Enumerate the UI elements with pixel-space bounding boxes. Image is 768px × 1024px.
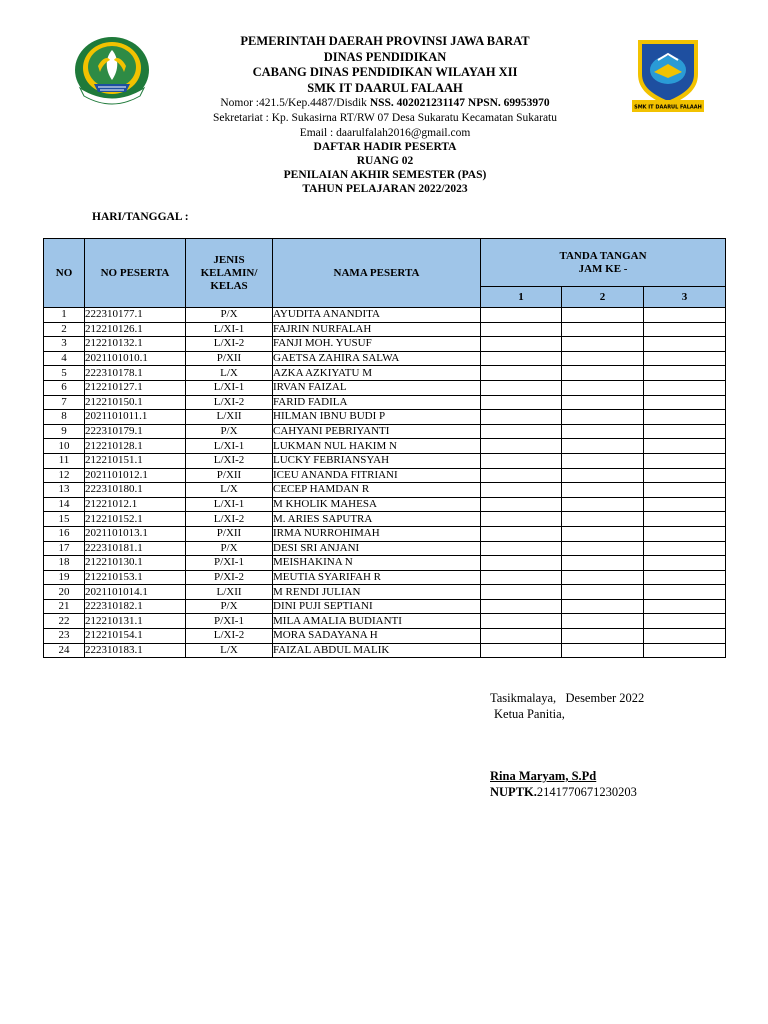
signature-role: Ketua Panitia, [494,707,565,721]
header-tanda-line-2: JAM KE - [578,262,628,275]
signature-cell-jam-2[interactable] [562,380,644,395]
row-no-peserta: 212210153.1 [85,570,186,585]
row-jenis-kelamin-kelas: P/X [186,541,273,556]
row-no: 11 [44,453,85,468]
row-no: 22 [44,614,85,629]
signature-cell-jam-3[interactable] [644,424,726,439]
row-no-peserta: 2021101011.1 [85,410,186,425]
table-row [44,585,726,600]
row-no: 1 [44,308,85,323]
row-no-peserta: 222310180.1 [85,483,186,498]
signature-cell-jam-2[interactable] [562,526,644,541]
row-no: 6 [44,380,85,395]
row-no: 24 [44,643,85,658]
signature-cell-jam-1[interactable] [481,556,562,571]
table-row [44,643,726,658]
row-no: 16 [44,526,85,541]
row-nama-peserta: IRVAN FAIZAL [273,380,481,395]
table-row [44,468,726,483]
signature-cell-jam-2[interactable] [562,308,644,323]
row-jenis-kelamin-kelas: L/XII [186,410,273,425]
table-row [44,570,726,585]
letterhead-address: Sekretariat : Kp. Sukasirna RT/RW 07 Desa Sukaratu Kecamatan Sukaratu [212,112,557,124]
signature-cell-jam-1[interactable] [481,483,562,498]
signature-cell-jam-3[interactable] [644,439,726,454]
row-no-peserta: 212210127.1 [85,380,186,395]
signature-cell-jam-3[interactable] [644,512,726,527]
signature-cell-jam-3[interactable] [644,570,726,585]
signature-cell-jam-3[interactable] [644,614,726,629]
signature-cell-jam-3[interactable] [644,351,726,366]
header-jam-2: 2 [562,287,644,308]
signature-cell-jam-2[interactable] [562,395,644,410]
row-nama-peserta: HILMAN IBNU BUDI P [273,410,481,425]
row-no: 5 [44,366,85,381]
row-no: 8 [44,410,85,425]
signature-cell-jam-1[interactable] [481,424,562,439]
row-no-peserta: 212210150.1 [85,395,186,410]
signature-cell-jam-2[interactable] [562,614,644,629]
row-no-peserta: 2021101010.1 [85,351,186,366]
table-row [44,366,726,381]
signature-cell-jam-3[interactable] [644,629,726,644]
letterhead-school-name: SMK IT DAARUL FALAAH [307,80,463,95]
row-nama-peserta: M. ARIES SAPUTRA [273,512,481,527]
signature-cell-jam-1[interactable] [481,585,562,600]
row-nama-peserta: FAJRIN NURFALAH [273,322,481,337]
signature-cell-jam-2[interactable] [562,366,644,381]
row-jenis-kelamin-kelas: L/XI-2 [186,395,273,410]
row-no-peserta: 2021101013.1 [85,526,186,541]
signature-nuptk [490,784,644,800]
row-nama-peserta: CAHYANI PEBRIYANTI [273,424,481,439]
row-no-peserta: 2021101012.1 [85,468,186,483]
signature-cell-jam-3[interactable] [644,395,726,410]
row-jenis-kelamin-kelas: P/X [186,308,273,323]
row-nama-peserta: MILA AMALIA BUDIANTI [273,614,481,629]
signature-cell-jam-2[interactable] [562,468,644,483]
row-no-peserta: 222310178.1 [85,366,186,381]
signature-cell-jam-1[interactable] [481,410,562,425]
row-no: 23 [44,629,85,644]
row-no-peserta: 222310179.1 [85,424,186,439]
row-jenis-kelamin-kelas: P/XI-1 [186,614,273,629]
table-row [44,380,726,395]
attendance-table [43,238,726,658]
row-no-peserta: 21221012.1 [85,497,186,512]
row-jenis-kelamin-kelas: L/XI-2 [186,512,273,527]
row-jenis-kelamin-kelas: L/XI-1 [186,439,273,454]
row-no-peserta: 222310183.1 [85,643,186,658]
row-nama-peserta: MEISHAKINA N [273,556,481,571]
signature-cell-jam-1[interactable] [481,599,562,614]
row-nama-peserta: LUCKY FEBRIANSYAH [273,453,481,468]
header-jam-1: 1 [481,287,562,308]
row-no-peserta: 212210151.1 [85,453,186,468]
signature-cell-jam-1[interactable] [481,629,562,644]
table-row [44,512,726,527]
signature-block [490,690,644,800]
letterhead [160,34,610,141]
signature-cell-jam-2[interactable] [562,483,644,498]
table-row [44,439,726,454]
row-no: 13 [44,483,85,498]
signature-cell-jam-2[interactable] [562,599,644,614]
signature-cell-jam-3[interactable] [644,483,726,498]
table-row [44,497,726,512]
nuptk-value: 2141770671230203 [536,785,637,799]
header-jenis-line-1: JENIS [213,253,245,266]
letterhead-email: Email : daarulfalah2016@gmail.com [299,127,471,139]
row-no: 7 [44,395,85,410]
signature-cell-jam-1[interactable] [481,322,562,337]
right-logo-text: SMK IT DAARUL FALAAH [634,104,702,111]
row-no: 18 [44,556,85,571]
table-row [44,395,726,410]
document-title [160,140,610,196]
row-nama-peserta: FANJI MOH. YUSUF [273,337,481,352]
row-no-peserta: 222310177.1 [85,308,186,323]
row-jenis-kelamin-kelas: L/X [186,366,273,381]
row-no: 2 [44,322,85,337]
signature-cell-jam-2[interactable] [562,322,644,337]
row-jenis-kelamin-kelas: L/X [186,483,273,498]
signature-cell-jam-3[interactable] [644,410,726,425]
signature-cell-jam-1[interactable] [481,366,562,381]
signature-cell-jam-2[interactable] [562,439,644,454]
row-jenis-kelamin-kelas: P/XI-1 [186,556,273,571]
signature-cell-jam-1[interactable] [481,380,562,395]
header-jenis-kelamin-kelas [186,239,273,308]
row-no-peserta: 212210128.1 [85,439,186,454]
row-jenis-kelamin-kelas: L/XI-2 [186,453,273,468]
signature-cell-jam-1[interactable] [481,643,562,658]
row-jenis-kelamin-kelas: L/XI-2 [186,337,273,352]
row-jenis-kelamin-kelas: L/XI-1 [186,380,273,395]
table-row [44,337,726,352]
row-nama-peserta: FARID FADILA [273,395,481,410]
row-no: 3 [44,337,85,352]
table-row [44,424,726,439]
row-nama-peserta: ICEU ANANDA FITRIANI [273,468,481,483]
signature-place-date: Tasikmalaya, Desember 2022 [490,691,645,705]
letterhead-line-2: DINAS PENDIDIKAN [323,49,447,64]
letterhead-nomor [160,96,610,111]
header-no-peserta: NO PESERTA [85,239,186,308]
header-jam-3: 3 [644,287,726,308]
row-no-peserta: 212210131.1 [85,614,186,629]
row-no-peserta: 212210152.1 [85,512,186,527]
row-jenis-kelamin-kelas: L/XI-1 [186,322,273,337]
signature-cell-jam-1[interactable] [481,308,562,323]
row-no-peserta: 222310181.1 [85,541,186,556]
signature-cell-jam-2[interactable] [562,512,644,527]
row-jenis-kelamin-kelas: P/X [186,424,273,439]
row-no-peserta: 212210154.1 [85,629,186,644]
header-nama-peserta: NAMA PESERTA [273,239,481,308]
signature-cell-jam-3[interactable] [644,322,726,337]
signature-cell-jam-2[interactable] [562,497,644,512]
title-line-1: DAFTAR HADIR PESERTA [313,141,457,153]
row-no-peserta: 212210132.1 [85,337,186,352]
table-row [44,410,726,425]
row-nama-peserta: DINI PUJI SEPTIANI [273,599,481,614]
signature-cell-jam-2[interactable] [562,453,644,468]
signature-cell-jam-1[interactable] [481,468,562,483]
title-line-4: TAHUN PELAJARAN 2022/2023 [302,183,468,195]
signature-cell-jam-1[interactable] [481,541,562,556]
table-row [44,614,726,629]
signature-cell-jam-1[interactable] [481,439,562,454]
row-no: 17 [44,541,85,556]
jawa-barat-emblem-logo [72,36,152,106]
row-nama-peserta: MEUTIA SYARIFAH R [273,570,481,585]
nuptk-label: NUPTK. [490,785,537,799]
letterhead-line-1: PEMERINTAH DAERAH PROVINSI JAWA BARAT [240,34,530,48]
table-row [44,322,726,337]
signature-cell-jam-2[interactable] [562,556,644,571]
table-row [44,483,726,498]
signature-cell-jam-2[interactable] [562,570,644,585]
title-line-3: PENILAIAN AKHIR SEMESTER (PAS) [283,169,487,181]
signature-cell-jam-2[interactable] [562,643,644,658]
row-no: 19 [44,570,85,585]
row-no: 10 [44,439,85,454]
row-jenis-kelamin-kelas: L/X [186,643,273,658]
signature-cell-jam-1[interactable] [481,512,562,527]
header-jenis-line-3: KELAS [210,279,248,292]
signature-cell-jam-1[interactable] [481,526,562,541]
row-no: 20 [44,585,85,600]
table-row [44,541,726,556]
row-nama-peserta: AYUDITA ANANDITA [273,308,481,323]
row-jenis-kelamin-kelas: L/XI-2 [186,629,273,644]
row-nama-peserta: FAIZAL ABDUL MALIK [273,643,481,658]
table-row [44,453,726,468]
signature-cell-jam-1[interactable] [481,351,562,366]
row-nama-peserta: DESI SRI ANJANI [273,541,481,556]
row-nama-peserta: GAETSA ZAHIRA SALWA [273,351,481,366]
signature-cell-jam-2[interactable] [562,585,644,600]
table-row [44,308,726,323]
signature-cell-jam-3[interactable] [644,308,726,323]
row-nama-peserta: LUKMAN NUL HAKIM N [273,439,481,454]
signature-cell-jam-2[interactable] [562,351,644,366]
signature-cell-jam-3[interactable] [644,556,726,571]
row-no-peserta: 222310182.1 [85,599,186,614]
header-tanda-line-1: TANDA TANGAN [559,249,647,262]
signature-cell-jam-3[interactable] [644,468,726,483]
signature-cell-jam-2[interactable] [562,410,644,425]
signature-cell-jam-3[interactable] [644,453,726,468]
letterhead-line-3: CABANG DINAS PENDIDIKAN WILAYAH XII [252,65,518,79]
signature-cell-jam-3[interactable] [644,643,726,658]
signature-cell-jam-3[interactable] [644,541,726,556]
row-no-peserta: 212210126.1 [85,322,186,337]
title-line-2: RUANG 02 [356,155,414,167]
row-nama-peserta: MORA SADAYANA H [273,629,481,644]
signature-cell-jam-1[interactable] [481,497,562,512]
attendance-rows [44,308,726,658]
table-row [44,526,726,541]
row-no-peserta: 212210130.1 [85,556,186,571]
signature-cell-jam-2[interactable] [562,541,644,556]
hari-tanggal-label: HARI/TANGGAL : [92,211,189,223]
header-jenis-line-2: KELAMIN/ [200,266,258,279]
row-jenis-kelamin-kelas: P/XII [186,351,273,366]
row-jenis-kelamin-kelas: L/XI-1 [186,497,273,512]
signature-cell-jam-1[interactable] [481,570,562,585]
table-row [44,599,726,614]
signature-name: Rina Maryam, S.Pd [490,769,597,783]
signature-cell-jam-3[interactable] [644,526,726,541]
header-tanda-tangan [481,239,726,287]
table-row [44,556,726,571]
row-no-peserta: 2021101014.1 [85,585,186,600]
row-nama-peserta: IRMA NURROHIMAH [273,526,481,541]
signature-cell-jam-3[interactable] [644,599,726,614]
signature-cell-jam-1[interactable] [481,453,562,468]
row-no: 14 [44,497,85,512]
nomor-nss-npsn: NSS. 402021231147 NPSN. 69953970 [369,97,550,109]
row-jenis-kelamin-kelas: L/XII [186,585,273,600]
row-jenis-kelamin-kelas: P/XII [186,526,273,541]
row-no: 4 [44,351,85,366]
signature-cell-jam-2[interactable] [562,424,644,439]
row-nama-peserta: M RENDI JULIAN [273,585,481,600]
row-no: 9 [44,424,85,439]
row-jenis-kelamin-kelas: P/XI-2 [186,570,273,585]
row-jenis-kelamin-kelas: P/X [186,599,273,614]
smk-shield-logo [630,36,706,114]
signature-cell-jam-1[interactable] [481,395,562,410]
signature-cell-jam-2[interactable] [562,337,644,352]
row-nama-peserta: CECEP HAMDAN R [273,483,481,498]
table-row [44,629,726,644]
row-jenis-kelamin-kelas: P/XII [186,468,273,483]
signature-cell-jam-1[interactable] [481,614,562,629]
table-row [44,351,726,366]
signature-cell-jam-2[interactable] [562,629,644,644]
signature-cell-jam-3[interactable] [644,497,726,512]
signature-cell-jam-3[interactable] [644,337,726,352]
signature-cell-jam-3[interactable] [644,380,726,395]
signature-cell-jam-1[interactable] [481,337,562,352]
signature-cell-jam-3[interactable] [644,366,726,381]
signature-cell-jam-3[interactable] [644,585,726,600]
row-nama-peserta: AZKA AZKIYATU M [273,366,481,381]
row-nama-peserta: M KHOLIK MAHESA [273,497,481,512]
row-no: 21 [44,599,85,614]
header-no: NO [44,239,85,308]
nomor-prefix: Nomor :421.5/Kep.4487/Disdik [220,97,370,109]
row-no: 12 [44,468,85,483]
row-no: 15 [44,512,85,527]
